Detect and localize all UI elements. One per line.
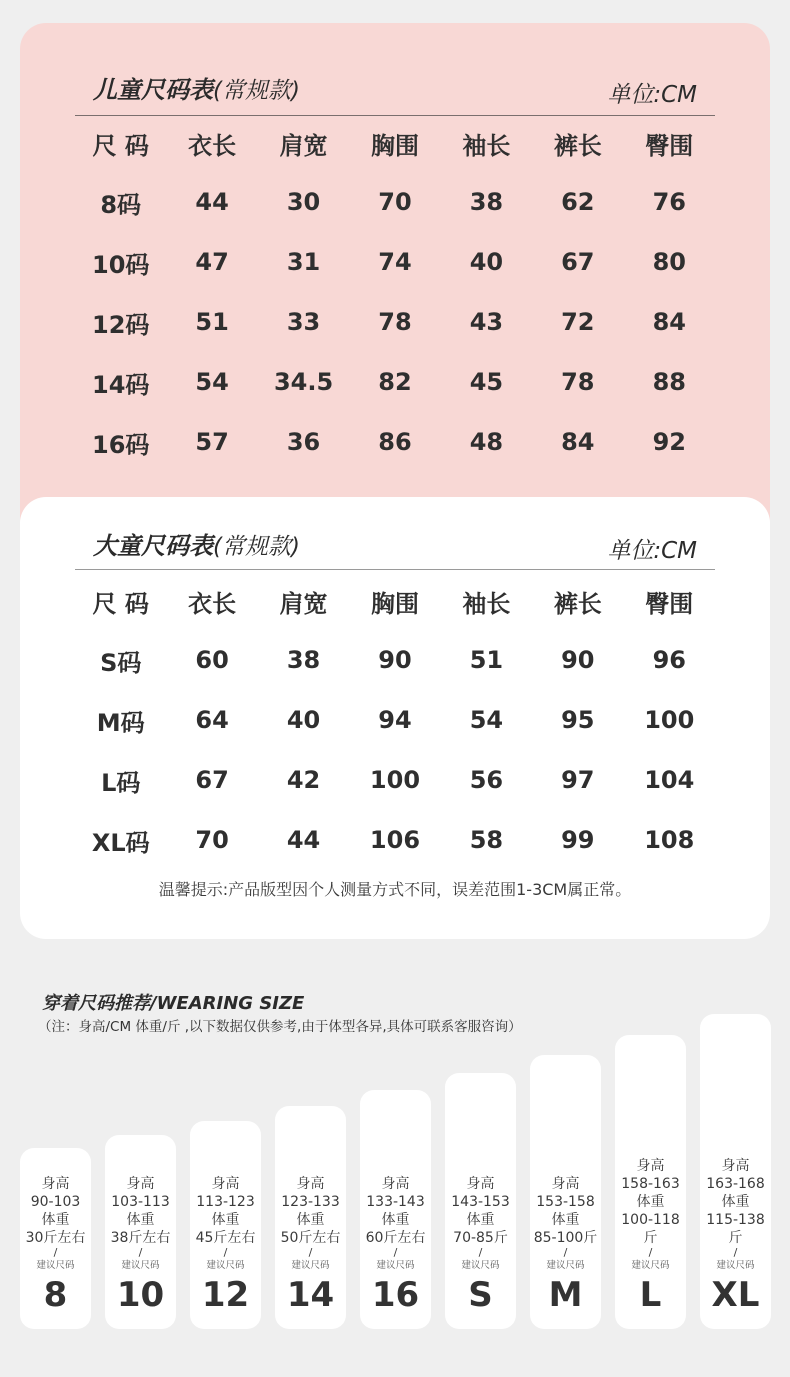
table-cell: 67 [561, 248, 595, 276]
table-cell: 72 [561, 308, 595, 336]
suggested-size: M [548, 1275, 583, 1315]
table-cell: L码 [101, 768, 141, 797]
table-cell: 108 [644, 826, 695, 854]
slash-separator: / [223, 1246, 228, 1259]
suggest-size-label: 建议尺码 [206, 1260, 245, 1271]
suggest-size-label: 建议尺码 [291, 1260, 330, 1271]
size-pill-14 [275, 1106, 346, 1329]
slash-separator: / [733, 1246, 738, 1259]
suggest-size-label: 建议尺码 [461, 1260, 500, 1271]
weight-range: 100-118斤 [621, 1212, 680, 1246]
header-cell: 衣长 [188, 589, 237, 618]
big-size-card [20, 497, 770, 939]
table-cell: 8码 [100, 190, 142, 219]
table-cell: 38 [286, 646, 321, 674]
table-cell: 45 [469, 368, 504, 396]
kids-table-subtitle: (常规款) [213, 78, 300, 104]
suggest-size-label: 建议尺码 [716, 1260, 755, 1271]
kids-table-unit: 单位:CM [607, 82, 697, 108]
header-cell: 臀围 [645, 589, 694, 618]
weight-range: 45斤左右 [195, 1230, 256, 1246]
weight-label: 体重 [721, 1194, 750, 1210]
table-cell: 84 [561, 428, 595, 456]
suggest-size-label: 建议尺码 [376, 1260, 415, 1271]
height-label: 身高 [296, 1176, 325, 1192]
suggest-size-label: 建议尺码 [631, 1260, 670, 1271]
table-cell: XL码 [91, 828, 150, 857]
table-header-row [75, 114, 715, 172]
height-label: 身高 [126, 1176, 155, 1192]
weight-label: 体重 [126, 1212, 155, 1228]
table-row [75, 292, 715, 352]
header-cell: 臀围 [645, 131, 694, 160]
table-cell: 44 [286, 826, 321, 854]
table-row [75, 630, 715, 690]
weight-range: 50斤左右 [280, 1230, 341, 1246]
header-cell: 裤长 [553, 589, 602, 618]
table-cell: 16码 [92, 430, 150, 459]
table-cell: M码 [96, 708, 145, 737]
size-pill-10 [105, 1135, 176, 1329]
table-cell: 38 [469, 188, 504, 216]
slash-separator: / [648, 1246, 653, 1259]
big-divider [75, 569, 715, 570]
weight-range: 85-100斤 [533, 1230, 598, 1246]
table-cell: 51 [469, 646, 504, 674]
table-cell: 44 [195, 188, 229, 216]
table-cell: 94 [378, 706, 412, 734]
table-cell: 95 [561, 706, 595, 734]
table-cell: 12码 [92, 310, 150, 339]
weight-label: 体重 [551, 1212, 580, 1228]
table-cell: 36 [286, 428, 321, 456]
table-cell: 80 [652, 248, 686, 276]
table-cell: 90 [561, 646, 595, 674]
height-range: 90-103 [30, 1194, 81, 1210]
height-range: 143-153 [451, 1194, 510, 1210]
table-cell: 86 [378, 428, 412, 456]
table-cell: 97 [561, 766, 595, 794]
wearing-size-title: 穿着尺码推荐/WEARING SIZE [42, 993, 305, 1014]
table-cell: 31 [286, 248, 321, 276]
size-pill-xl [700, 1014, 771, 1329]
height-label: 身高 [466, 1176, 495, 1192]
height-range: 113-123 [196, 1194, 255, 1210]
table-cell: 76 [652, 188, 686, 216]
big-title-row [75, 527, 715, 567]
weight-label: 体重 [466, 1212, 495, 1228]
weight-range: 115-138斤 [706, 1212, 765, 1246]
table-cell: 90 [378, 646, 412, 674]
table-cell: 96 [652, 646, 686, 674]
slash-separator: / [563, 1246, 568, 1259]
header-cell: 尺 码 [92, 131, 149, 160]
height-label: 身高 [551, 1176, 580, 1192]
suggested-size: S [468, 1275, 493, 1315]
header-cell: 肩宽 [279, 131, 328, 160]
table-cell: 62 [561, 188, 595, 216]
suggested-size: L [639, 1275, 662, 1315]
table-cell: 54 [195, 368, 229, 396]
table-row [75, 352, 715, 412]
table-cell: 10码 [92, 250, 150, 279]
table-header-row [75, 572, 715, 630]
table-cell: 57 [195, 428, 229, 456]
big-size-table [75, 572, 715, 870]
suggested-size: 16 [371, 1275, 420, 1315]
weight-range: 60斤左右 [365, 1230, 426, 1246]
table-cell: 99 [561, 826, 595, 854]
table-cell: 30 [286, 188, 321, 216]
table-cell: 78 [561, 368, 595, 396]
suggested-size: 10 [116, 1275, 165, 1315]
table-cell: 78 [378, 308, 412, 336]
height-label: 身高 [721, 1158, 750, 1174]
weight-range: 30斤左右 [25, 1230, 86, 1246]
table-row [75, 232, 715, 292]
height-label: 身高 [211, 1176, 240, 1192]
table-cell: 104 [644, 766, 695, 794]
table-cell: S码 [100, 648, 142, 677]
header-cell: 肩宽 [279, 589, 328, 618]
suggested-size: 8 [43, 1275, 68, 1315]
table-cell: 64 [195, 706, 229, 734]
table-cell: 84 [652, 308, 686, 336]
table-cell: 100 [644, 706, 695, 734]
height-range: 163-168 [706, 1176, 765, 1192]
height-range: 158-163 [621, 1176, 680, 1192]
table-cell: 70 [195, 826, 229, 854]
header-cell: 胸围 [370, 589, 419, 618]
header-cell: 袖长 [462, 589, 511, 618]
table-cell: 74 [378, 248, 412, 276]
slash-separator: / [393, 1246, 398, 1259]
weight-label: 体重 [381, 1212, 410, 1228]
size-pill-s [445, 1073, 516, 1329]
table-cell: 100 [369, 766, 421, 794]
table-cell: 14码 [92, 370, 150, 399]
header-cell: 胸围 [370, 131, 419, 160]
size-pill-16 [360, 1090, 431, 1329]
table-cell: 67 [195, 766, 229, 794]
table-cell: 34.5 [273, 368, 334, 396]
measurement-tip: 温馨提示:产品版型因个人测量方式不同，误差范围1-3CM属正常。 [158, 880, 632, 899]
header-cell: 衣长 [188, 131, 237, 160]
suggest-size-label: 建议尺码 [36, 1260, 75, 1271]
table-cell: 40 [286, 706, 321, 734]
table-cell: 42 [286, 766, 321, 794]
table-cell: 82 [378, 368, 412, 396]
suggested-size: 12 [201, 1275, 250, 1315]
height-label: 身高 [381, 1176, 410, 1192]
slash-separator: / [308, 1246, 313, 1259]
table-row [75, 750, 715, 810]
suggest-size-label: 建议尺码 [121, 1260, 160, 1271]
table-row [75, 412, 715, 472]
height-label: 身高 [41, 1176, 70, 1192]
suggest-size-label: 建议尺码 [546, 1260, 585, 1271]
table-cell: 40 [469, 248, 504, 276]
header-cell: 裤长 [553, 131, 602, 160]
table-cell: 51 [195, 308, 229, 336]
weight-label: 体重 [41, 1212, 70, 1228]
table-cell: 43 [469, 308, 504, 336]
table-row [75, 810, 715, 870]
table-cell: 33 [286, 308, 321, 336]
table-cell: 88 [652, 368, 686, 396]
slash-separator: / [53, 1246, 58, 1259]
table-cell: 70 [378, 188, 412, 216]
table-cell: 60 [195, 646, 229, 674]
size-pill-8 [20, 1148, 91, 1329]
table-row [75, 172, 715, 232]
big-table-unit: 单位:CM [607, 538, 697, 564]
slash-separator: / [478, 1246, 483, 1259]
size-pill-m [530, 1055, 601, 1329]
table-cell: 54 [469, 706, 504, 734]
size-pill-l [615, 1035, 686, 1329]
height-range: 103-113 [111, 1194, 170, 1210]
table-row [75, 690, 715, 750]
kids-table-title: 儿童尺码表(常规款) [93, 76, 300, 104]
header-cell: 袖长 [462, 131, 511, 160]
weight-label: 体重 [211, 1212, 240, 1228]
size-pill-12 [190, 1121, 261, 1329]
big-table-title: 大童尺码表(常规款) [93, 532, 300, 560]
weight-label: 体重 [296, 1212, 325, 1228]
slash-separator: / [138, 1246, 143, 1259]
weight-range: 70-85斤 [453, 1230, 508, 1246]
suggested-size: XL [711, 1275, 760, 1315]
table-cell: 106 [369, 826, 421, 854]
table-cell: 47 [195, 248, 229, 276]
wearing-size-note: （注：身高/CM 体重/斤 ,以下数据仅供参考,由于体型各异,具体可联系客服咨询） [38, 1019, 522, 1035]
height-range: 153-158 [536, 1194, 595, 1210]
height-range: 123-133 [281, 1194, 340, 1210]
kids-title-row [75, 71, 715, 111]
table-cell: 56 [469, 766, 504, 794]
header-cell: 尺 码 [92, 589, 149, 618]
kids-size-table [75, 114, 715, 472]
table-cell: 48 [469, 428, 504, 456]
suggested-size: 14 [286, 1275, 335, 1315]
weight-range: 38斤左右 [110, 1230, 171, 1246]
table-cell: 92 [652, 428, 686, 456]
height-range: 133-143 [366, 1194, 425, 1210]
weight-label: 体重 [636, 1194, 665, 1210]
table-cell: 58 [469, 826, 504, 854]
big-table-subtitle: (常规款) [213, 534, 300, 560]
height-label: 身高 [636, 1158, 665, 1174]
kids-size-card [20, 23, 770, 543]
